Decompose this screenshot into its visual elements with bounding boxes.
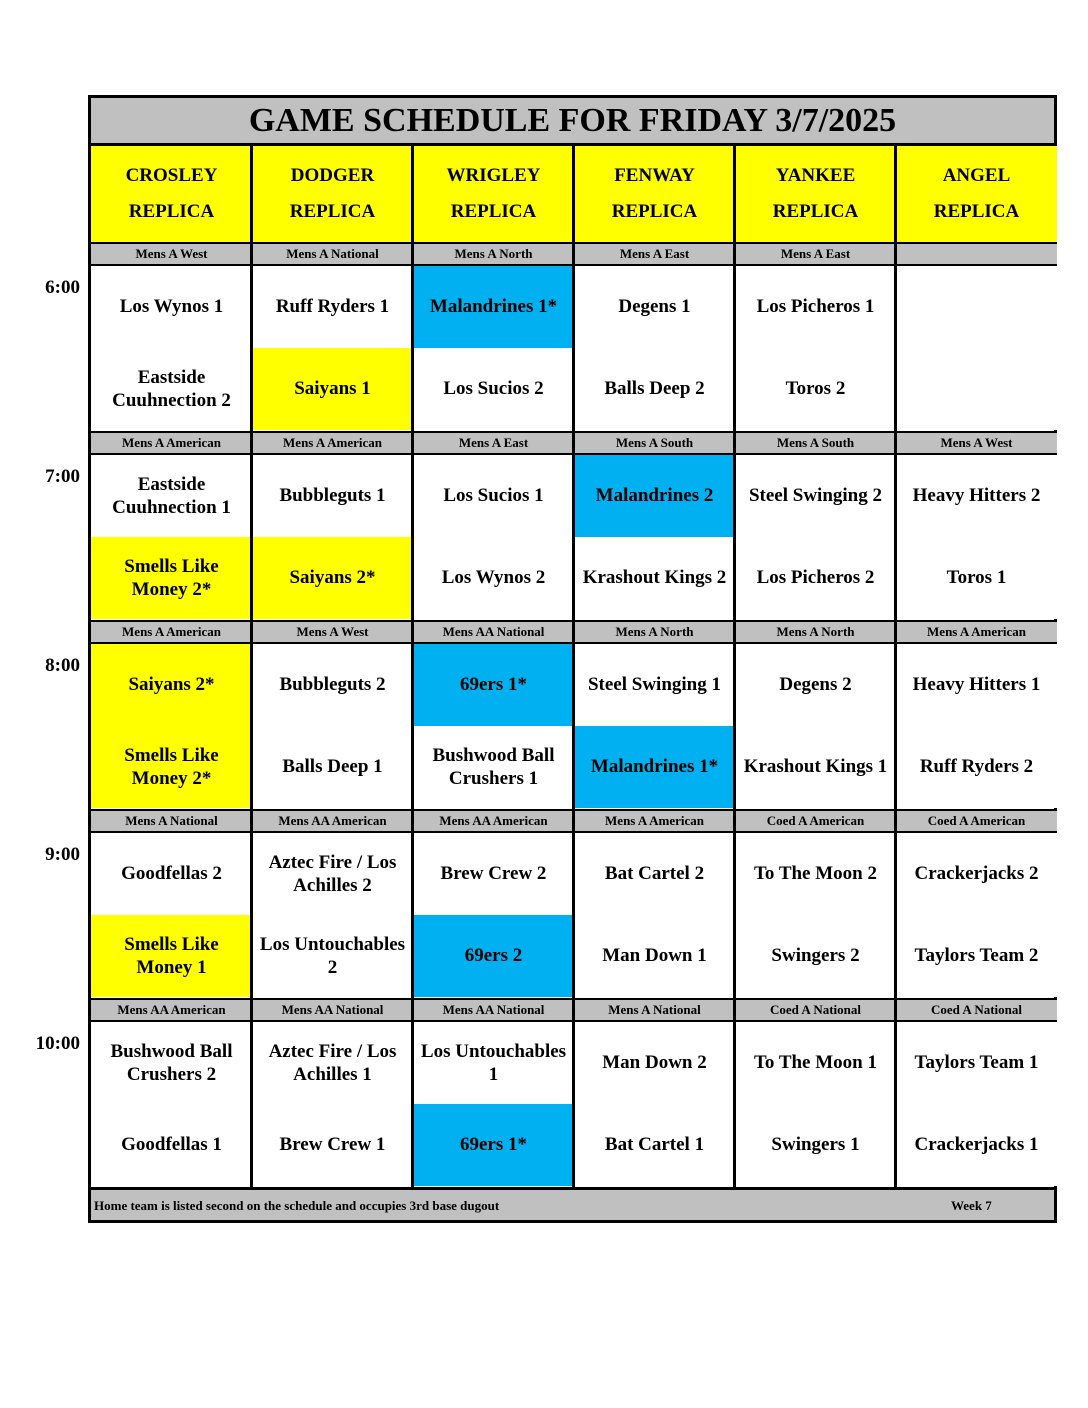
division-label: Coed A National [896,998,1057,1022]
team-cell: Krashout Kings 1 [735,726,896,808]
division-label: Mens A North [574,620,735,644]
team-cell: Crackerjacks 2 [896,833,1057,915]
team-cell: Balls Deep 2 [574,348,735,430]
team-cell: Los Wynos 1 [91,266,252,348]
team-cell: Smells Like Money 2* [91,537,252,619]
team-cell [896,266,1057,348]
team-cell: Los Untouchables 2 [252,915,413,997]
team-cell: Man Down 2 [574,1022,735,1104]
week-label: Week 7 [951,1198,992,1213]
division-label: Mens A South [735,431,896,455]
time-label: 8:00 [45,655,80,676]
team-cell: Los Sucios 2 [413,348,574,430]
division-label: Mens AA National [413,620,574,644]
division-label: Mens A North [413,242,574,266]
team-cell: Bushwood Ball Crushers 1 [413,726,574,808]
venue-subtitle: REPLICA [128,201,215,222]
venue-header [735,146,896,242]
team-cell: Heavy Hitters 1 [896,644,1057,726]
team-cell: Malandrines 1* [413,266,574,348]
venue-header [574,146,735,242]
division-label: Mens A West [91,242,252,266]
footer-note: Home team is listed second on the schedule and occupies 3rd base dugout [94,1198,500,1213]
venue-subtitle: REPLICA [289,201,376,222]
division-label: Mens A East [574,242,735,266]
team-cell: Aztec Fire / Los Achilles 1 [252,1022,413,1104]
column-divider [894,146,897,1187]
division-label: Coed A American [896,809,1057,833]
team-cell: Steel Swinging 2 [735,455,896,537]
team-cell: Saiyans 1 [252,348,413,430]
team-cell: Eastside Cuuhnection 2 [91,348,252,430]
division-label: Mens A National [574,998,735,1022]
team-cell: Los Picheros 1 [735,266,896,348]
division-label: Mens AA National [413,998,574,1022]
team-cell: Brew Crew 1 [252,1104,413,1186]
division-label: Coed A National [735,998,896,1022]
division-label: Mens AA American [413,809,574,833]
team-cell: Goodfellas 1 [91,1104,252,1186]
column-divider [733,146,736,1187]
team-cell: Smells Like Money 1 [91,915,252,997]
division-label: Mens A American [896,620,1057,644]
team-cell: Degens 1 [574,266,735,348]
division-label: Mens A West [896,431,1057,455]
team-cell: Smells Like Money 2* [91,726,252,808]
time-label: 7:00 [45,466,80,487]
time-label: 9:00 [45,844,80,865]
time-label: 10:00 [35,1033,80,1054]
team-cell: Balls Deep 1 [252,726,413,808]
division-label: Mens AA American [91,998,252,1022]
division-label: Mens A American [574,809,735,833]
column-divider [411,146,414,1187]
division-label: Mens A West [252,620,413,644]
team-cell: To The Moon 2 [735,833,896,915]
team-cell: Bat Cartel 2 [574,833,735,915]
division-label [896,242,1057,266]
team-cell: Swingers 2 [735,915,896,997]
team-cell: Eastside Cuuhnection 1 [91,455,252,537]
division-label: Mens A American [91,620,252,644]
venue-header [91,146,252,242]
team-cell: Aztec Fire / Los Achilles 2 [252,833,413,915]
team-cell: 69ers 2 [413,915,574,997]
venue-subtitle: REPLICA [611,201,698,222]
team-cell: Toros 1 [896,537,1057,619]
team-cell: Ruff Ryders 1 [252,266,413,348]
column-divider [572,146,575,1187]
division-label: Coed A American [735,809,896,833]
team-cell: Degens 2 [735,644,896,726]
footer-bar [91,1187,1054,1220]
team-cell: Steel Swinging 1 [574,644,735,726]
venue-subtitle: REPLICA [933,201,1020,222]
division-label: Mens A National [252,242,413,266]
team-cell: To The Moon 1 [735,1022,896,1104]
team-cell: 69ers 1* [413,644,574,726]
column-divider [250,146,253,1187]
team-cell: Malandrines 1* [574,726,735,808]
venue-subtitle: REPLICA [450,201,537,222]
venue-header [896,146,1057,242]
venue-name: YANKEE [775,165,856,186]
team-cell: 69ers 1* [413,1104,574,1186]
team-cell: Malandrines 2 [574,455,735,537]
division-label: Mens A East [735,242,896,266]
team-cell: Saiyans 2* [252,537,413,619]
team-cell: Los Sucios 1 [413,455,574,537]
page-title: GAME SCHEDULE FOR FRIDAY 3/7/2025 [91,98,1054,146]
schedule-table [88,95,1057,1223]
division-label: Mens A National [91,809,252,833]
venue-subtitle: REPLICA [772,201,859,222]
team-cell: Bat Cartel 1 [574,1104,735,1186]
time-label: 6:00 [45,277,80,298]
team-cell: Goodfellas 2 [91,833,252,915]
team-cell: Bubbleguts 2 [252,644,413,726]
team-cell [896,348,1057,430]
team-cell: Heavy Hitters 2 [896,455,1057,537]
division-label: Mens A East [413,431,574,455]
division-label: Mens A North [735,620,896,644]
team-cell: Swingers 1 [735,1104,896,1186]
division-label: Mens A American [252,431,413,455]
venue-header [252,146,413,242]
division-label: Mens AA National [252,998,413,1022]
division-label: Mens AA American [252,809,413,833]
venue-header [413,146,574,242]
team-cell: Man Down 1 [574,915,735,997]
team-cell: Ruff Ryders 2 [896,726,1057,808]
team-cell: Saiyans 2* [91,644,252,726]
team-cell: Taylors Team 2 [896,915,1057,997]
division-label: Mens A American [91,431,252,455]
team-cell: Taylors Team 1 [896,1022,1057,1104]
team-cell: Krashout Kings 2 [574,537,735,619]
team-cell: Los Untouchables 1 [413,1022,574,1104]
division-label: Mens A South [574,431,735,455]
venue-name: FENWAY [614,165,695,186]
venue-name: ANGEL [942,165,1011,186]
team-cell: Bubbleguts 1 [252,455,413,537]
team-cell: Bushwood Ball Crushers 2 [91,1022,252,1104]
team-cell: Brew Crew 2 [413,833,574,915]
venue-name: WRIGLEY [446,165,541,186]
team-cell: Crackerjacks 1 [896,1104,1057,1186]
venue-name: DODGER [290,165,375,186]
team-cell: Los Picheros 2 [735,537,896,619]
team-cell: Toros 2 [735,348,896,430]
team-cell: Los Wynos 2 [413,537,574,619]
venue-name: CROSLEY [125,165,218,186]
